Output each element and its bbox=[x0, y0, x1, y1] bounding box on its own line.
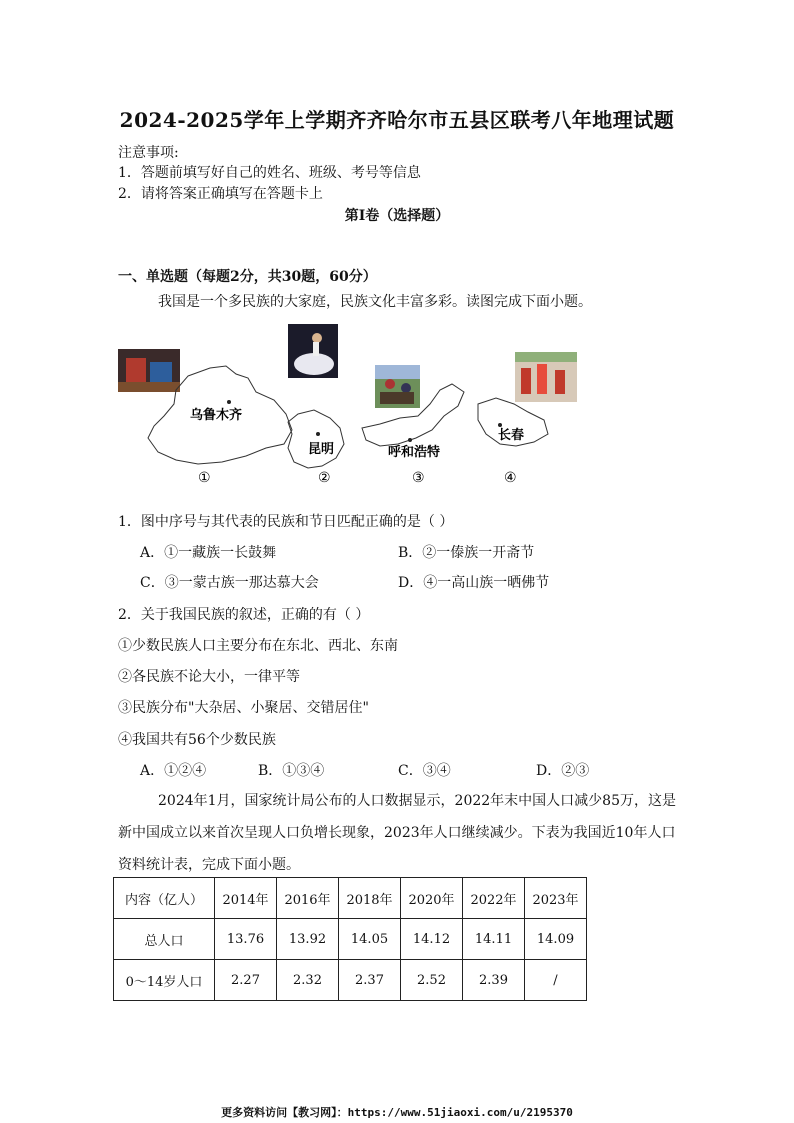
table-header-cell: 内容（亿人） bbox=[114, 878, 215, 919]
city-dot bbox=[316, 432, 320, 436]
table-cell: 14.09 bbox=[525, 919, 587, 960]
table-header-cell: 2014年 bbox=[215, 878, 277, 919]
table-cell: 2.32 bbox=[277, 960, 339, 1001]
figure-number: ② bbox=[318, 470, 331, 486]
photo-dai bbox=[288, 324, 338, 378]
city-dot bbox=[408, 438, 412, 442]
city-label-urumqi: 乌鲁木齐 bbox=[190, 408, 243, 423]
volume-title: 第Ⅰ卷（选择题） bbox=[344, 208, 450, 224]
city-label-kunming: 昆明 bbox=[308, 442, 335, 457]
figure-number: ③ bbox=[412, 470, 425, 486]
table-cell: 总人口 bbox=[114, 919, 215, 960]
ethnic-map-figure bbox=[118, 318, 588, 490]
note-item: 1．答题前填写好自己的姓名、班级、考号等信息 bbox=[118, 165, 421, 181]
table-cell: 2.37 bbox=[339, 960, 401, 1001]
passage-line: 资料统计表，完成下面小题。 bbox=[118, 857, 300, 873]
table-cell: 13.92 bbox=[277, 919, 339, 960]
table-row bbox=[114, 960, 587, 1001]
table-header-cell: 2023年 bbox=[525, 878, 587, 919]
city-dot bbox=[227, 400, 231, 404]
city-dot bbox=[498, 423, 502, 427]
table-cell: 14.11 bbox=[463, 919, 525, 960]
question-2-stem: 2．关于我国民族的叙述，正确的有（ ） bbox=[118, 607, 370, 623]
passage-line: 新中国成立以来首次呈现人口负增长现象，2023年人口继续减少。下表为我国近10年人口 bbox=[118, 825, 676, 841]
table-cell: 2.52 bbox=[401, 960, 463, 1001]
section-heading: 一、单选题（每题2分，共30题，60分） bbox=[118, 269, 377, 285]
table-cell: / bbox=[525, 960, 587, 1001]
q2-option-a: A．①②④ bbox=[140, 763, 207, 779]
table-header-row bbox=[114, 878, 587, 919]
table-row bbox=[114, 919, 587, 960]
section-intro: 我国是一个多民族的大家庭，民族文化丰富多彩。读图完成下面小题。 bbox=[158, 294, 592, 310]
question-1-stem: 1．图中序号与其代表的民族和节日匹配正确的是（ ） bbox=[118, 514, 454, 530]
note-item: 2．请将答案正确填写在答题卡上 bbox=[118, 186, 323, 202]
q2-option-b: B．①③④ bbox=[258, 763, 325, 779]
photo-uygur bbox=[118, 349, 180, 392]
footer-link[interactable]: 更多资料访问【教习网】：https://www.51jiaoxi.com/u/2195370 bbox=[221, 1106, 573, 1119]
q2-statement: ④我国共有56个少数民族 bbox=[118, 732, 276, 748]
q2-statement: ③民族分布"大杂居、小聚居、交错居住" bbox=[118, 700, 369, 716]
table-cell: 14.12 bbox=[401, 919, 463, 960]
table-cell: 2.27 bbox=[215, 960, 277, 1001]
q2-option-d: D．②③ bbox=[536, 763, 590, 779]
table-cell: 13.76 bbox=[215, 919, 277, 960]
figure-number: ④ bbox=[504, 470, 517, 486]
figure-number: ① bbox=[198, 470, 211, 486]
table-header-cell: 2018年 bbox=[339, 878, 401, 919]
table-cell: 0～14岁人口 bbox=[114, 960, 215, 1001]
q1-option-c: C．③一蒙古族一那达慕大会 bbox=[140, 575, 319, 591]
table-header-cell: 2020年 bbox=[401, 878, 463, 919]
q2-statement: ②各民族不论大小，一律平等 bbox=[118, 669, 300, 685]
table-cell: 2.39 bbox=[463, 960, 525, 1001]
q2-statement: ①少数民族人口主要分布在东北、西北、东南 bbox=[118, 638, 398, 654]
table-cell: 14.05 bbox=[339, 919, 401, 960]
q1-option-d: D．④一高山族一晒佛节 bbox=[398, 575, 550, 591]
photo-korean bbox=[515, 352, 577, 402]
table-header-cell: 2022年 bbox=[463, 878, 525, 919]
photo-mongol bbox=[375, 365, 420, 408]
q2-option-c: C．③④ bbox=[398, 763, 451, 779]
city-label-hohhot: 呼和浩特 bbox=[388, 445, 441, 460]
q1-option-b: B．②一傣族一开斋节 bbox=[398, 545, 535, 561]
page-title: 2024-2025学年上学期齐齐哈尔市五县区联考八年地理试题 bbox=[119, 108, 675, 132]
yunnan-outline bbox=[288, 410, 344, 468]
population-table bbox=[113, 877, 587, 1001]
q1-option-a: A．①一藏族一长鼓舞 bbox=[140, 545, 277, 561]
notes-heading: 注意事项: bbox=[118, 145, 179, 161]
passage-line: 2024年1月，国家统计局公布的人口数据显示，2022年末中国人口减少85万，这是 bbox=[158, 793, 676, 809]
city-label-changchun: 长春 bbox=[498, 428, 525, 443]
table-header-cell: 2016年 bbox=[277, 878, 339, 919]
